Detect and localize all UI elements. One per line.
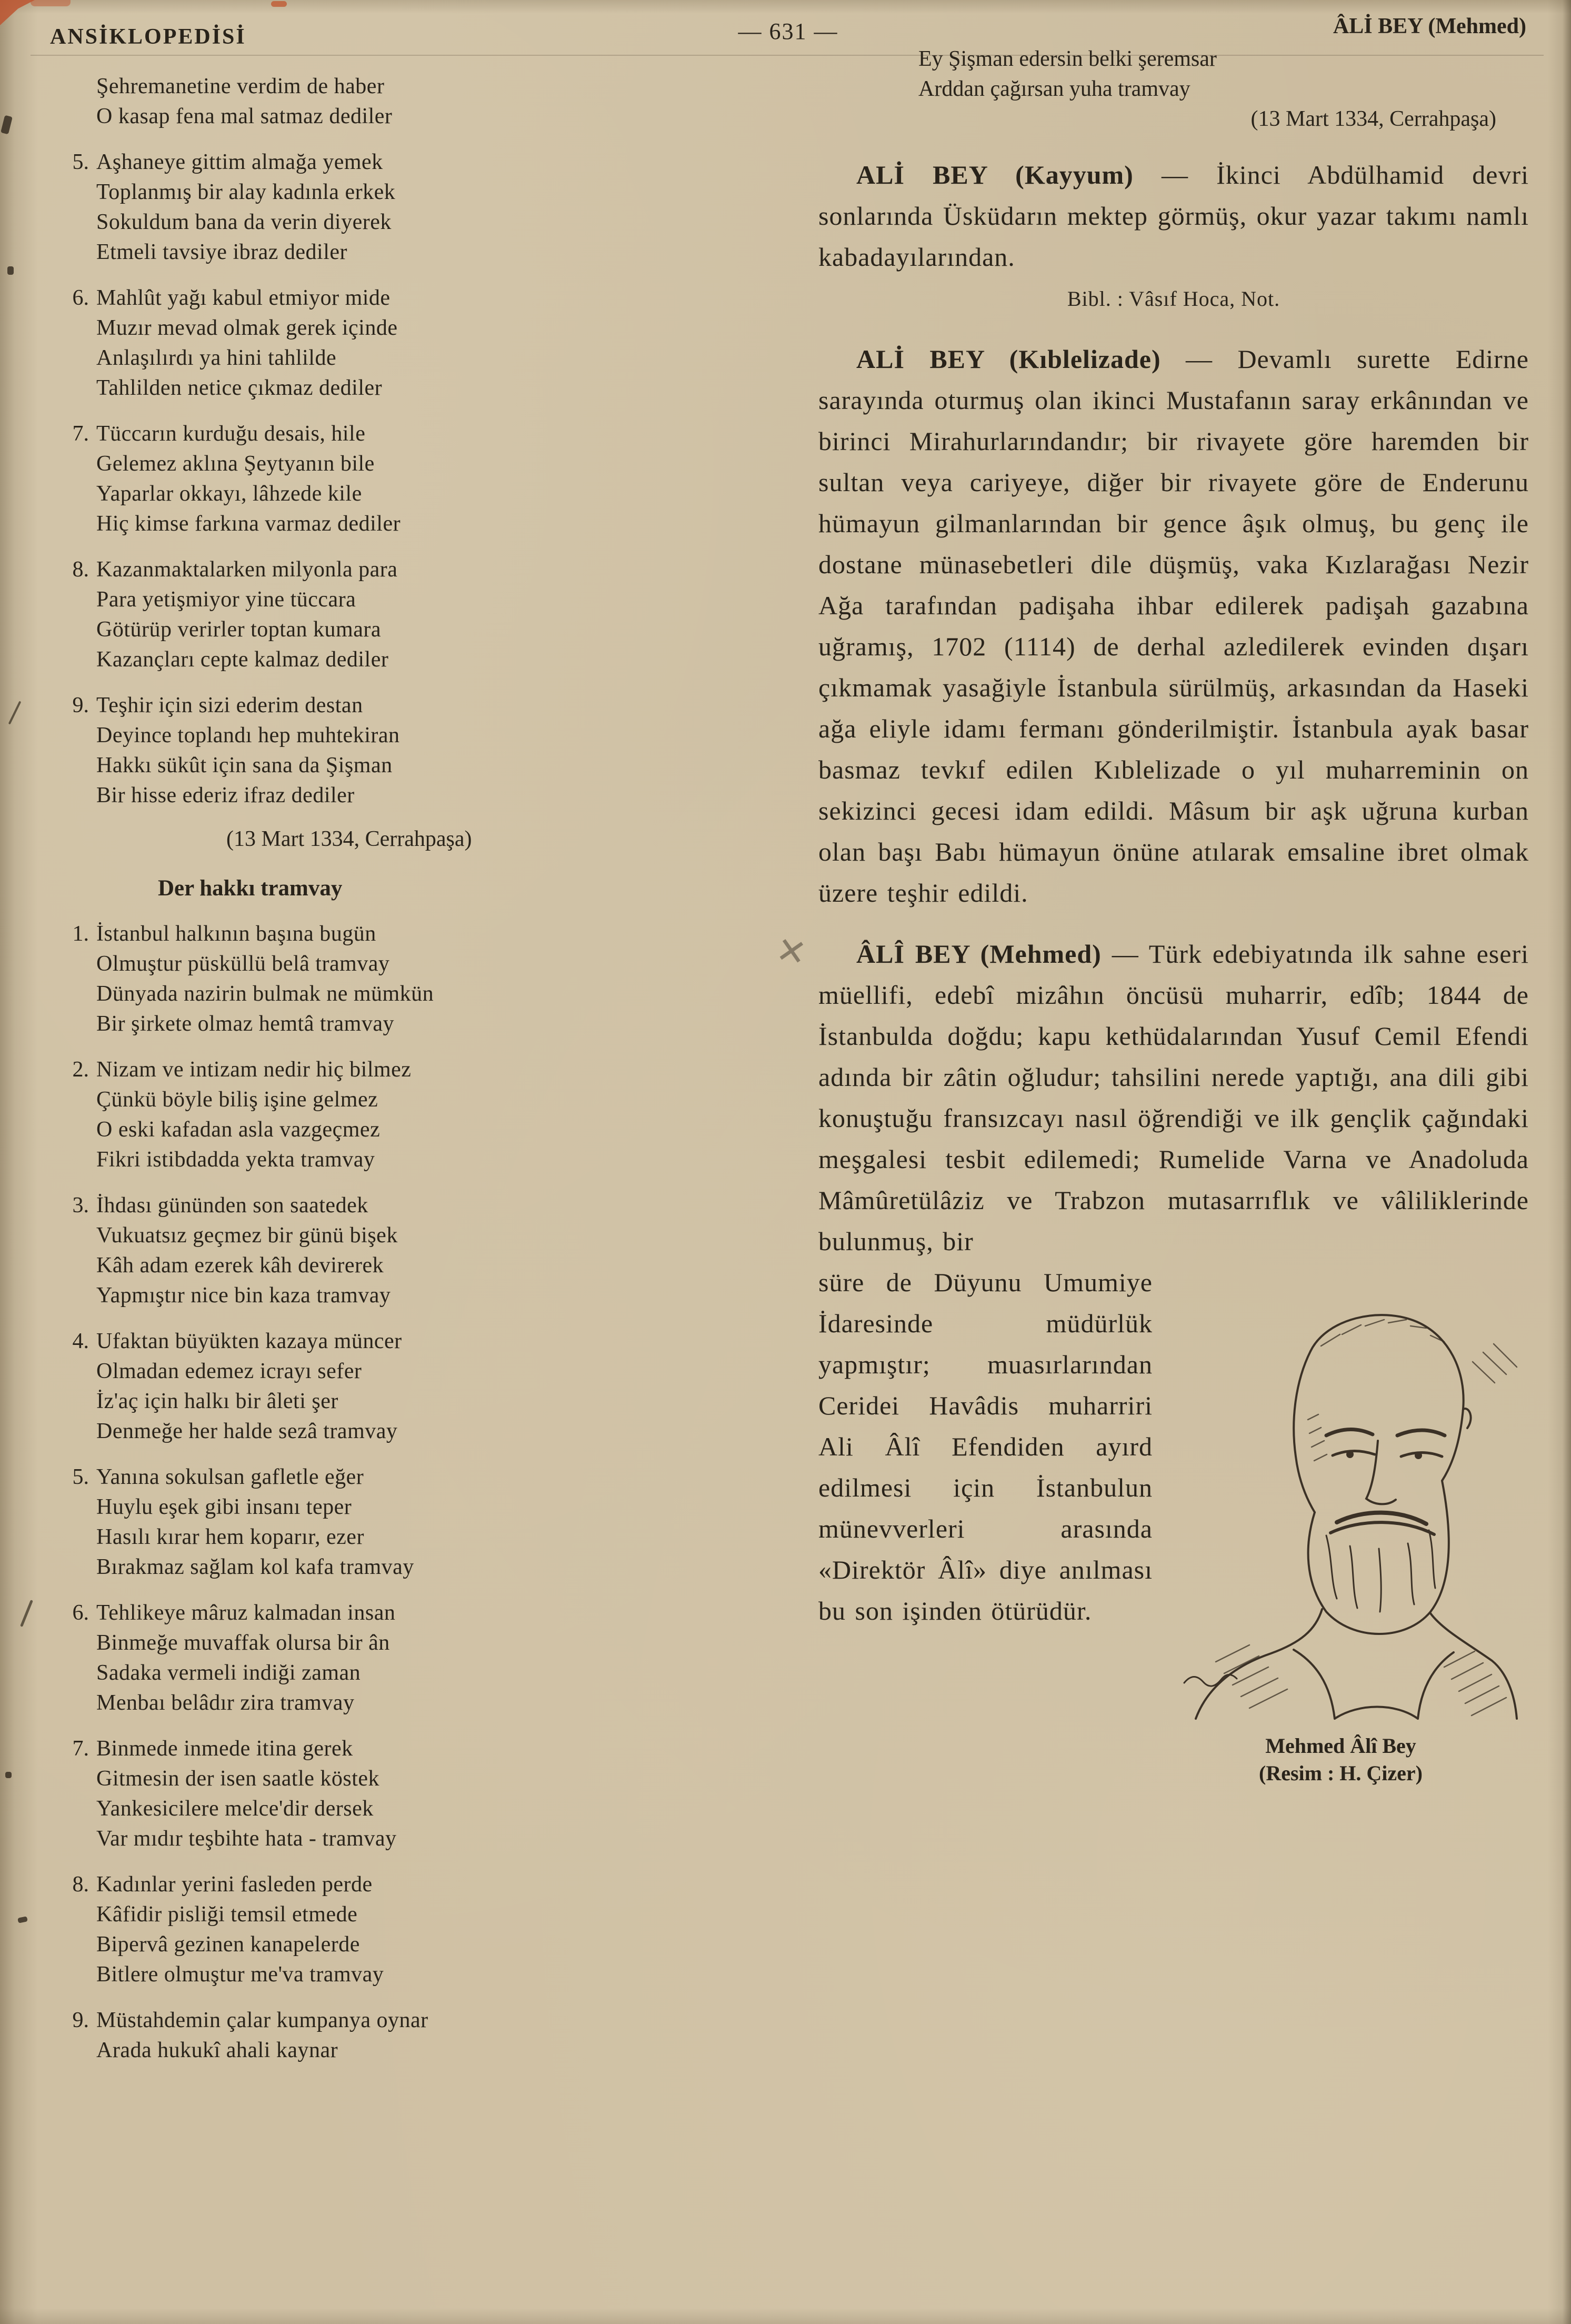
poem-line: Deyince toplandı hep muhtekiran [96,723,400,747]
stanza-lines [96,1598,758,1718]
stanza-number: 2. [72,1058,89,1082]
stanza-number: 9. [72,693,89,717]
poem-end-signature: (13 Mart 1334, Cerrahpaşa) [1250,107,1496,131]
poem1-partial-stanza [96,72,758,132]
entry-bibliography: Bibl. : Vâsıf Hoca, Not. [1067,287,1280,311]
poem-stanza [50,1598,758,1718]
poem-line: Denmeğe her halde sezâ tramvay [96,1419,398,1443]
portrait-image [1153,1262,1529,1725]
stanza-number: 6. [72,1601,89,1625]
right-column [773,44,1529,1787]
stanza-lines [96,419,758,539]
stanza-lines [96,691,758,811]
poem-line: Olmuştur püsküllü belâ tramvay [96,952,390,976]
entry-ali-bey-kiblelizade [818,338,1529,913]
stanza-number: 6. [72,286,89,310]
entry-title: ÂLÎ BEY (Mehmed) [856,939,1102,969]
stanza-lines [96,1734,758,1854]
poem-line: Teşhir için sizi ederim destan [96,693,363,717]
portrait-figure [1153,1262,1529,1787]
poem-line: Tüccarın kurduğu desais, hile [96,422,366,446]
poem-line: Binmeğe muvaffak olursa bir ân [96,1631,390,1655]
stanza-number: 8. [72,557,89,582]
poem-line: O eski kafadan asla vazgeçmez [96,1118,381,1142]
poem-stanza [50,1191,758,1311]
figure-caption-name: Mehmed Âlî Bey [1265,1734,1416,1758]
poem-line: Para yetişmiyor yine tüccara [96,587,356,612]
entry-title: ALİ BEY (Kıblelizade) [856,344,1161,374]
poem-line: Kâh adam ezerek kâh devirerek [96,1253,384,1278]
poem-line: O kasap fena mal satmaz dediler [96,104,393,128]
scan-stain-top [31,0,71,6]
poem-line: Vukuatsız geçmez bir günü bişek [96,1223,398,1248]
poem-line: Gitmesin der isen saatle köstek [96,1767,380,1791]
poem-line: İhdası gününden son saatedek [96,1193,368,1218]
stanza-number: 3. [72,1193,89,1218]
poem-line: Bir şirkete olmaz hemtâ tramvay [96,1012,394,1036]
poem-line: Hiç kimse farkına varmaz dediler [96,512,401,536]
poem-line: Dünyada nazirin bulmak ne mümkün [96,982,434,1006]
poem-line: Yanına sokulsan gafletle eğer [96,1465,364,1489]
poem-stanza [50,147,758,267]
scan-speck [1,115,13,135]
poem-line: Bırakmaz sağlam kol kafa tramvay [96,1555,414,1579]
stanza-number: 9. [72,2008,89,2032]
poem-line: Sadaka vermeli indiği zaman [96,1661,361,1685]
poem-line: Çünkü böyle biliş işine gelmez [96,1088,378,1112]
poem-line: Götürüp verirler toptan kumara [96,617,381,642]
entry-body: — Türk edebiyatında ilk sahne eseri müellifi, edebî mizâhın öncüsü muharrir, edîb; 1844 de İstanbulda doğdu; kapu kethüdalarından Yusuf Cemil Efendi adında bir zâtin oğludur; tahsilini nerede yaptığı, ana dili gibi konuştuğu fransızcayı nasıl öğrendiği ve ilk gençlik çağındaki meşgalesi tesbit edilemedi; Rumelide Varna ve Anadoluda Mâmûretülâziz ve Trabzon mutasarrıflık ve vâliliklerinde bulunmuş, bir [818,939,1529,1256]
poem-line: Toplanmış bir alay kadınla erkek [96,180,396,204]
poem-line: Etmeli tavsiye ibraz dediler [96,240,347,264]
scan-stain-dot [271,1,287,7]
entry-body-with-figure [818,1262,1529,1787]
scan-speck [8,701,22,725]
entry-body-continued: süre de Düyunu Umumiye İdaresinde müdürlük yapmıştır; muasırlarından Ceridei Havâdis muharriri Ali Âlî Efendiden ayırd edilmesi için İstanbulun münevverleri arasında «Direktör Âlî» diye anılması bu son işinden ötürüdür. [818,1268,1153,1625]
stanza-lines [96,2006,758,2066]
poem-line: Ey Şişman edersin belki şeremsar [918,47,1217,71]
stanza-number: 5. [72,150,89,174]
poem-stanza [50,1734,758,1854]
poem-line: Şehremanetine verdim de haber [96,74,385,98]
poem-line: Mahlût yağı kabul etmiyor mide [96,286,391,310]
poem-line: Bitlere olmuştur me'va tramvay [96,1962,384,1987]
stanza-number: 1. [72,922,89,946]
running-head-title: ANSİKLOPEDİSİ [50,25,246,49]
poem-line: Bir hisse ederiz ifraz dediler [96,783,355,807]
stanza-lines [96,1462,758,1582]
stanza-lines [96,283,758,403]
stanza-lines [96,555,758,675]
poem-stanza [50,1462,758,1582]
entry-title: ALİ BEY (Kayyum) [856,160,1134,189]
poem-line: Arada hukukî ahali kaynar [96,2038,338,2062]
stanza-number: 7. [72,422,89,446]
running-head-entry: ÂLİ BEY (Mehmed) [1333,14,1526,38]
poem-line: Tahlilden netice çıkmaz dediler [96,376,383,400]
poem-line: Aşhaneye gittim almağa yemek [96,150,383,174]
pencil-cross-mark: ✕ [773,929,810,975]
poem-stanza [50,919,758,1039]
stanza-number: 8. [72,1872,89,1897]
stanza-number: 7. [72,1737,89,1761]
poem-line: İstanbul halkının başına bugün [96,922,376,946]
stanza-lines [96,147,758,267]
poem1-signature: (13 Mart 1334, Cerrahpaşa) [226,827,472,851]
poem-stanza [50,283,758,403]
poem-line: Müstahdemin çalar kumpanya oynar [96,2008,428,2032]
poem-stanza [50,555,758,675]
scan-speck [5,1772,12,1778]
entry-body: — İkinci Abdülhamid devri sonlarında Üsküdarın mektep görmüş, okur yazar takımı namlı kabadayılarından. [818,160,1529,272]
poem2-stanzas [50,919,758,2066]
poem-stanza [50,1870,758,1990]
stanza-lines [96,72,758,132]
poem2-title: Der hakkı tramvay [158,876,343,901]
poem-line: Olmadan edemez icrayı sefer [96,1359,362,1383]
poem-line: Kazanmaktalarken milyonla para [96,557,398,582]
poem-line: Yaparlar okkayı, lâhzede kile [96,482,362,506]
scan-speck [7,266,14,275]
poem-line: Yankesicilere melce'dir dersek [96,1797,374,1821]
poem-line: Nizam ve intizam nedir hiç bilmez [96,1058,412,1082]
poem-line: İz'aç için halkı bir âleti şer [96,1389,338,1413]
poem-line: Kadınlar yerini fasleden perde [96,1872,373,1897]
poem-stanza [50,691,758,811]
left-column [50,56,758,2066]
stanza-lines [96,1055,758,1175]
poem-stanza [50,1326,758,1447]
poem-line: Gelemez aklına Şeytyanın bile [96,452,375,476]
poem-stanza [50,2006,758,2066]
poem-line: Sokuldum bana da verin diyerek [96,210,392,234]
scan-speck [20,1600,33,1627]
scan-stain-corner [0,0,35,25]
poem-line: Muzır mevad olmak gerek içinde [96,316,398,340]
page-number: — 631 — [738,18,838,44]
stanza-lines [96,1326,758,1447]
poem-line: Anlaşılırdı ya hini tahlilde [96,346,337,370]
poem-line: Huylu eşek gibi insanı teper [96,1495,352,1519]
poem-line: Arddan çağırsan yuha tramvay [918,77,1190,101]
poem-line: Hasılı kırar hem koparır, ezer [96,1525,364,1549]
poem-line: Bipervâ gezinen kanapelerde [96,1932,360,1957]
figure-caption-credit: (Resim : H. Çizer) [1259,1761,1423,1785]
poem-stanza [50,419,758,539]
poem-line: Yapmıştır nice bin kaza tramvay [96,1283,391,1308]
poem-line: Kâfidir pisliği temsil etmede [96,1902,358,1927]
poem-stanza [50,1055,758,1175]
poem-line: Fikri istibdadda yekta tramvay [96,1148,375,1172]
scan-speck [17,1916,28,1923]
stanza-number: 4. [72,1329,89,1353]
stanza-lines [96,1191,758,1311]
poem-line: Hakkı sükût için sana da Şişman [96,753,393,777]
poem-end [818,44,1529,134]
stanza-number: 5. [72,1465,89,1489]
poem-line: Tehlikeye mâruz kalmadan insan [96,1601,396,1625]
entry-ali-bey-kayyum [818,154,1529,318]
poem-line: Menbaı belâdır zira tramvay [96,1691,355,1715]
entry-body: — Devamlı surette Edirne sarayında oturmuş olan ikinci Mustafanın saray erkânından ve birinci Mirahurlarındandır; bir rivayete göre haremden bir sultan veya cariyeye, diğer bir rivayete göre de Enderunu hümayun gilmanlarından bir gence âşık olmuş, bu genç ile dostane münasebetleri dile düşmüş, vaka Kızlarağası Nezir Ağa tarafından padişaha ihbar edilerek padişah gazabına uğramış, 1702 (1114) de derhal azledilerek evinden dışarı çıkmamak yasağiyle İstanbula sürülmüş, arkasından da Haseki ağa eliyle idamı fermanı gönderilmiştir. İstanbula ayak basar basmaz tevkıf edilen Kıblelizade o yıl muharreminin on sekizinci gecesi idam edildi. Mâsum bir aşk uğruna kurban olan başı Babı hümayun önüne atılarak emsaline ibret olmak üzere teşhir edildi. [818,344,1529,907]
stanza-lines [96,919,758,1039]
poem1-stanzas [50,147,758,811]
entry-ali-bey-mehmed [773,929,1529,1787]
poem-line: Ufaktan büyükten kazaya müncer [96,1329,402,1353]
poem-line: Binmede inmede itina gerek [96,1737,353,1761]
stanza-lines [96,1870,758,1990]
poem-line: Var mıdır teşbihte hata - tramvay [96,1827,397,1851]
poem-line: Kazançları cepte kalmaz dediler [96,647,389,672]
